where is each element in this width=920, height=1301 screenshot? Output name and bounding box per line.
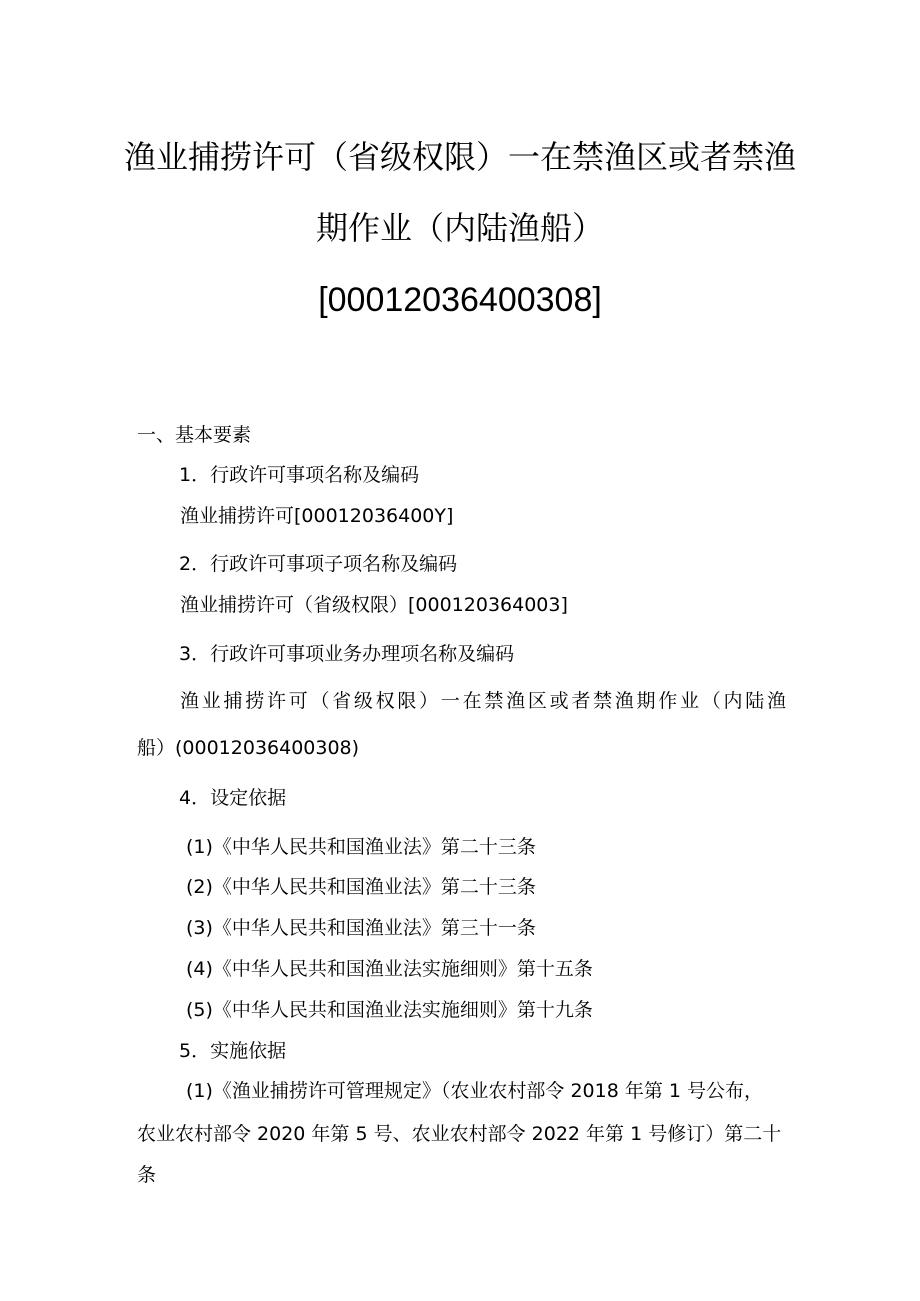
document-title-line-2: 期作业（内陆渔船） (315, 209, 604, 247)
implementation-basis-line-3: 条 (137, 1164, 157, 1186)
legal-basis-item: (4)《中华人民共和国渔业法实施细则》第十五条 (186, 958, 593, 980)
document-title-line-1: 渔业捕捞许可（省级权限）一在禁渔区或者禁渔 (123, 138, 796, 176)
implementation-basis-line-1: (1)《渔业捕捞许可管理规定》（农业农村部令 2018 年第 1 号公布， (186, 1080, 764, 1102)
legal-basis-item: (1)《中华人民共和国渔业法》第二十三条 (186, 836, 536, 858)
legal-basis-item: (2)《中华人民共和国渔业法》第二十三条 (186, 876, 536, 898)
document-title-code: [00012036400308] (318, 281, 602, 319)
item-4-heading: 4．设定依据 (179, 787, 287, 809)
item-1-value: 渔业捕捞许可[00012036400Y] (180, 505, 454, 527)
item-3-value-line-1: 渔业捕捞许可（省级权限）一在禁渔区或者禁渔期作业（内陆渔 (180, 690, 786, 712)
item-3-heading: 3．行政许可事项业务办理项名称及编码 (179, 643, 515, 665)
legal-basis-item: (3)《中华人民共和国渔业法》第三十一条 (186, 917, 536, 939)
item-1-heading: 1．行政许可事项名称及编码 (179, 464, 420, 486)
item-2-heading: 2．行政许可事项子项名称及编码 (179, 553, 458, 575)
item-5-heading: 5．实施依据 (179, 1040, 287, 1062)
section-heading-basic-elements: 一、基本要素 (137, 424, 252, 446)
item-3-value-line-2: 船）(00012036400308) (137, 737, 360, 759)
legal-basis-item: (5)《中华人民共和国渔业法实施细则》第十九条 (186, 999, 593, 1021)
implementation-basis-line-2: 农业农村部令 2020 年第 5 号、农业农村部令 2022 年第 1 号修订）第二十 (137, 1123, 782, 1145)
item-2-value: 渔业捕捞许可（省级权限）[000120364003] (180, 594, 568, 616)
